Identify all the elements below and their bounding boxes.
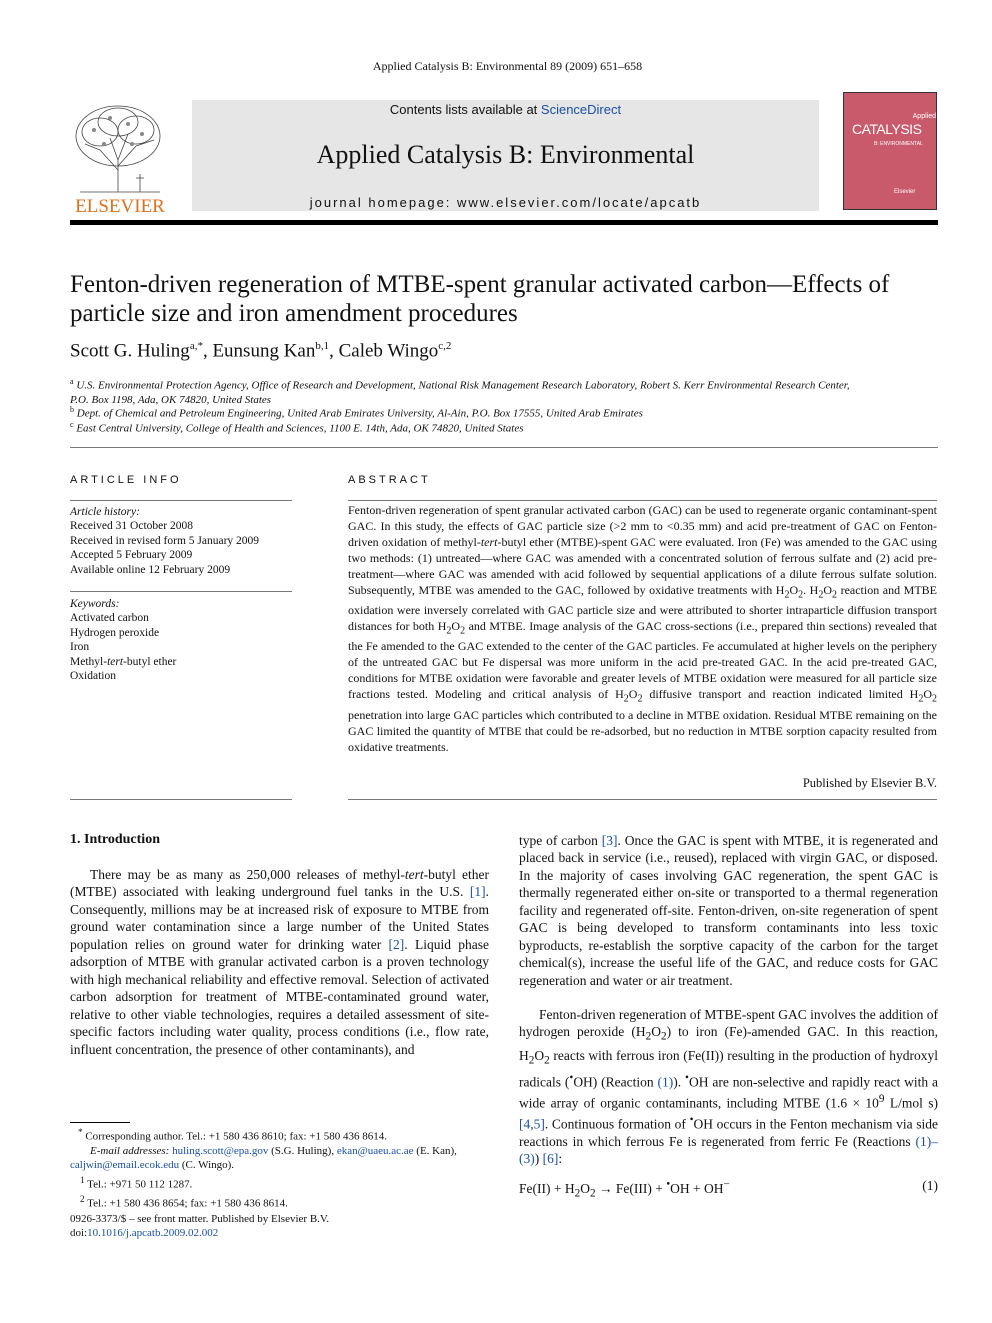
author-list: Scott G. Huling$^{a,*}$, Eunsung Kan$^{b,1}$, Caleb Wingo$^{c,2}$ <box>70 340 452 362</box>
abstract-bottom-divider <box>348 799 937 800</box>
affil-text: U.S. Environmental Protection Agency, Office of Research and Development, National Risk Management Research Laboratory, Robert S. Kerr Environmental Research Center, <box>76 379 850 392</box>
info-divider <box>70 500 292 501</box>
issn-block <box>70 1212 490 1241</box>
cover-title: CATALYSIS <box>852 121 922 137</box>
email-link[interactable]: ekan@uaeu.ac.ae <box>336 1145 414 1158</box>
contents-line <box>192 102 819 117</box>
abstract-text: Fenton-driven regeneration of spent granular activated carbon (GAC) can be used to regenerate organic contaminant-spent GAC. In this study, the effects of GAC particle size (>2 mm to <0.35 mm) and acid pre-treatment of GAC on Fenton-driven oxidation of methyl-tert-butyl ether (MTBE)-spent GAC were evaluated. Iron (Fe) was amended to the GAC using two methods: (1) untreated—where GAC was amended with a concentrated solution of ferrous sulfate and (2) acid pre-treatment—where GAC was amended with acid followed by sequential applications of a dilute ferrous sulfate solution. Subsequently, MTBE was amended to the GAC, followed by oxidative treatments with $H_2O_2$. $H_2O_2$ reaction and MTBE oxidation were inversely correlated with GAC particle size and were attributed to shorter intraparticle diffusion transport distances for both $H_2O_2$ and MTBE. Image analysis of the GAC cross-sections (i.e., prepared thin sections) revealed that the Fe amended to the GAC extended to the center of the GAC particles. Fe accumulated at higher levels on the periphery of the untreated GAC but Fe dispersal was more uniform in the acid pre-treated GAC. In the acid pre-treated GAC, conditions for MTBE oxidation were favorable and greater levels of MTBE oxidation were measured for all particle size fractions tested. Modeling and critical analysis of $H_2O_2$ diffusive transport and reaction indicated limited $H_2O_2$ penetration into large GAC particles which contributed to a decline in MTBE oxidation. Residual MTBE remaining on the GAC limited the quantity of MTBE that could be re-adsorbed, but no reduction in MTBE sorption capacity resulted from oxidative treatments. <box>348 503 938 754</box>
affil-text: P.O. Box 1198, Ada, OK 74820, United States <box>70 393 272 406</box>
email-link[interactable]: caljwin@email.ecok.edu <box>70 1159 180 1172</box>
author-affil-sup[interactable]: a,* <box>189 340 203 352</box>
email-link[interactable]: huling.scott@epa.gov <box>172 1145 269 1158</box>
keyword-item[interactable]: Activated carbon <box>70 612 149 625</box>
info-bottom-divider <box>70 799 292 800</box>
author-name[interactable]: Scott G. Huling <box>70 340 190 362</box>
history-item: Received 31 October 2008 <box>70 520 193 533</box>
footnote-emails <box>70 1144 490 1158</box>
cover-subtitle: B: ENVIRONMENTAL <box>874 141 923 147</box>
title-line-1: Fenton-driven regeneration of MTBE-spent granular activated carbon—Effects of <box>70 271 890 298</box>
masthead-rule <box>70 220 938 225</box>
keyword-item[interactable]: Iron <box>70 641 90 654</box>
affil-sup: c <box>70 420 74 429</box>
article-info-label: ARTICLE INFO <box>70 474 182 486</box>
abstract-publisher: Published by Elsevier B.V. <box>802 776 937 790</box>
equation-1 <box>519 1178 938 1199</box>
doi-label: doi: <box>70 1227 88 1240</box>
footnote-text: Corresponding author. Tel.: +1 580 436 8610; fax: +1 580 436 8614. <box>85 1130 388 1143</box>
affil-sup: a <box>70 377 74 386</box>
affil-sup: b <box>70 405 74 414</box>
title-line-2: particle size and iron amendment procedures <box>70 300 518 327</box>
keywords-heading: Keywords: <box>70 598 120 610</box>
citation-link[interactable]: [1] <box>469 884 486 900</box>
elsevier-wordmark: ELSEVIER <box>75 196 165 215</box>
author-name[interactable]: Caleb Wingo <box>338 340 439 362</box>
email-owner: (C. Wingo). <box>181 1159 235 1172</box>
footnote-text: Tel.: +971 50 112 1287. <box>87 1178 193 1191</box>
citation-link[interactable]: [6] <box>542 1151 559 1167</box>
footnotes <box>70 1125 490 1211</box>
citation-link[interactable]: [3] <box>601 833 618 848</box>
author-affil-sup[interactable]: b,1 <box>315 340 330 352</box>
footnote-corresponding: * Corresponding author. Tel.: +1 580 436 8610; fax: +1 580 436 8614. <box>78 1127 388 1143</box>
citation-link[interactable]: [4,5] <box>519 1116 545 1132</box>
author-name[interactable]: Eunsung Kan <box>212 340 316 362</box>
affil-text: Dept. of Chemical and Petroleum Engineering, United Arab Emirates University, Al-Ain, P.O. Box 17555, United Arab Emirates <box>76 407 643 420</box>
journal-citation: Applied Catalysis B: Environmental 89 (2009) 651–658 <box>372 59 643 73</box>
elsevier-tree-icon <box>70 100 170 215</box>
history-item: Received in revised form 5 January 2009 <box>70 534 260 547</box>
abstract-divider <box>348 500 937 501</box>
email-owner: (S.G. Huling), <box>271 1145 335 1158</box>
abstract-label: ABSTRACT <box>348 474 431 486</box>
contents-prefix: Contents lists available at <box>389 102 541 117</box>
footnote-text: Tel.: +1 580 436 8654; fax: +1 580 436 8614. <box>87 1197 288 1210</box>
article-title <box>70 270 950 328</box>
journal-name: Applied Catalysis B: Environmental <box>316 140 695 169</box>
journal-cover <box>843 92 937 210</box>
footnote-1: $^1$ Tel.: +971 50 112 1287. <box>80 1174 193 1191</box>
intro-paragraph-1: There may be as many as 250,000 releases of methyl-tert-butyl ether (MTBE) associated with leaking underground fuel tanks in the U.S. [1]. Consequently, millions may be at increased risk of exposure to MTBE from ground water contamination since a large number of the United States population relies on ground water for drinking water [2]. Liquid phase adsorption of MTBE with granular activated carbon is a proven technology with high mechanical reliability and effective removal. Selection of activated carbon adsorption for treatment of MTBE-contaminated ground water, relative to other viable technologies, requires a detailed assessment of site-specific factors including water quality, process conditions (i.e., flow rate, influent concentration, the presence of other contaminants), and <box>70 867 489 1057</box>
elsevier-logo <box>70 100 170 215</box>
equation-body: $Fe(II) + H_2O_2 \to Fe(III) + ^•OH + OH^-$ <box>519 1178 730 1200</box>
affil-text: East Central University, College of Health and Sciences, 1100 E. 14th, Ada, OK 74820, United States <box>76 422 524 435</box>
keyword-item[interactable]: Methyl-tert-butyl ether <box>70 655 177 668</box>
keyword-item[interactable]: Oxidation <box>70 670 116 683</box>
issn-line: 0926-3373/$ – see front matter. Published by Elsevier B.V. <box>70 1213 330 1225</box>
intro-paragraph-2: Fenton-driven regeneration of MTBE-spent GAC involves the addition of hydrogen peroxide $(H_2O_2)$ to iron (Fe)-amended GAC. In this reaction, $H_2O_2$ reacts with ferrous iron (Fe(II)) resulting in the production of hydroxyl radicals (•OH) (Reaction (1)). •OH are non-selective and rapidly react with a wide array of organic contaminants, including MTBE ($1.6 \times 10^9$ L/mol s) [4,5]. Continuous formation of •OH occurs in the Fenton mechanism via side reactions in which ferrous Fe is regenerated from ferric Fe (Reactions (1)–(3)) [6]: <box>519 1007 939 1167</box>
intro-paragraph-1-cont: type of carbon [3]. Once the GAC is spent with MTBE, it is regenerated and placed back in service (i.e., reused), replaced with virgin GAC, or disposed. In the majority of cases involving GAC regeneration, the spent GAC is thermally regenerated either on-site or transported to a thermal regeneration facility and regenerated off-site. Fenton-driven, on-site regeneration of spent GAC is being developed to transform contaminants into less toxic byproducts, re-establish the sorptive capacity of the carbon for the target chemical(s), increase the useful life of the GAC, and reduce costs for GAC regeneration and water or air treatment. <box>519 833 939 988</box>
equation-number: (1) <box>922 1178 938 1193</box>
footnote-emails-cont <box>70 1158 490 1172</box>
email-label: E-mail addresses: <box>90 1145 170 1158</box>
keyword-item[interactable]: Hydrogen peroxide <box>70 626 160 639</box>
citation-link[interactable]: [2] <box>388 936 405 952</box>
sciencedirect-link[interactable]: ScienceDirect <box>540 102 622 117</box>
affiliation-a <box>70 375 940 407</box>
cover-top-text: Applied <box>912 113 936 120</box>
doi-line <box>70 1226 490 1240</box>
author-affil-sup[interactable]: c,2 <box>438 340 452 352</box>
keywords <box>70 597 292 683</box>
footnote-2: $^2$ Tel.: +1 580 436 8654; fax: +1 580 436 8614. <box>80 1193 288 1210</box>
doi-link[interactable]: 10.1016/j.apcatb.2009.02.002 <box>87 1227 219 1240</box>
article-history <box>70 505 292 577</box>
reaction-link[interactable]: (1) <box>657 1074 674 1090</box>
email-owner: (E. Kan), <box>416 1145 457 1158</box>
reaction-link[interactable]: (1)–(3) <box>519 1133 938 1167</box>
cover-publisher: Elsevier <box>894 189 916 195</box>
affiliation-c <box>70 418 940 436</box>
header-divider <box>70 447 938 448</box>
keywords-divider <box>70 591 292 592</box>
history-item: Accepted 5 February 2009 <box>70 549 193 562</box>
history-item: Available online 12 February 2009 <box>70 563 231 576</box>
journal-homepage[interactable]: journal homepage: www.elsevier.com/locate/apcatb <box>309 195 702 210</box>
footnote-rule <box>70 1122 130 1123</box>
history-heading: Article history: <box>70 506 140 518</box>
section-heading: 1. Introduction <box>70 832 160 847</box>
